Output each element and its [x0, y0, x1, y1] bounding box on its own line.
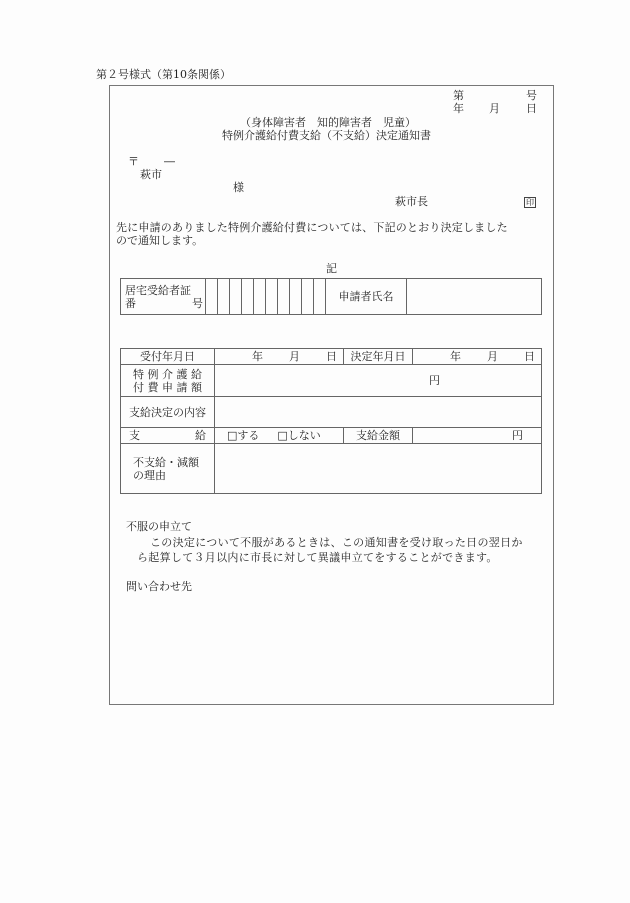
requested-amount-field[interactable]: 円 [215, 365, 542, 397]
received-date-field[interactable]: 年 月 日 [215, 349, 344, 365]
reason-field[interactable] [215, 444, 542, 494]
appeal-heading: 不服の申立て [126, 520, 192, 533]
cert-digit-box[interactable] [314, 279, 326, 315]
decision-table [120, 348, 542, 494]
decided-date-label: 決定年月日 [344, 349, 413, 365]
appeal-text-line1: この決定について不服があるときは、この通知書を受け取った日の翌日か [150, 536, 523, 549]
cert-digit-box[interactable] [254, 279, 266, 315]
cert-digit-box[interactable] [302, 279, 314, 315]
payment-amount-label: 支給金額 [344, 428, 413, 444]
cert-digit-box[interactable] [290, 279, 302, 315]
payment-amount-field[interactable]: 円 [413, 428, 542, 444]
page-title: 特例介護給付費支給（不支給）決定通知書 [222, 129, 431, 142]
postal-mark: 〒 [128, 155, 139, 168]
sender-name: 萩市長 [395, 195, 428, 208]
requested-amount-label: 特 例 介 護 給 付 費 申 請 額 [121, 365, 215, 397]
appeal-text-line2: ら起算して３月以内に市長に対して異議申立てをすることができます。 [137, 551, 498, 564]
cert-digit-box[interactable] [278, 279, 290, 315]
cert-number-label: 居宅受給者証 番 号 [121, 279, 206, 315]
cert-digit-box[interactable] [206, 279, 218, 315]
ki-heading: 記 [326, 262, 337, 275]
intro-text-line1: 先に申請のありました特例介護給付費については、下記のとおり決定しました [116, 221, 508, 234]
number-suffix: 号 [526, 89, 537, 102]
intro-text-line2: ので通知します。 [116, 234, 204, 247]
checkbox-pay-yes[interactable]: □する [227, 429, 260, 442]
recipient-city: 萩市 [140, 168, 162, 181]
received-date-label: 受付年月日 [121, 349, 215, 365]
date-day: 日 [526, 102, 537, 115]
seal-icon: 印 [526, 198, 534, 207]
cert-digit-box[interactable] [218, 279, 230, 315]
cert-digit-box[interactable] [266, 279, 278, 315]
applicant-name-field[interactable] [407, 279, 542, 315]
cert-digit-box[interactable] [230, 279, 242, 315]
payment-label: 支 給 [121, 428, 215, 444]
reason-label: 不支給・減額 の理由 [121, 444, 215, 494]
decision-content-field[interactable] [215, 397, 542, 428]
postal-dash: ― [164, 155, 175, 168]
number-prefix: 第 [453, 89, 464, 102]
title-categories: （身体障害者 知的障害者 児童） [240, 116, 416, 129]
payment-options [215, 428, 344, 444]
recipient-honorific: 様 [233, 181, 244, 194]
checkbox-pay-no[interactable]: □しない [277, 429, 321, 442]
decision-content-label: 支給決定の内容 [121, 397, 215, 428]
decided-date-field[interactable]: 年 月 日 [413, 349, 542, 365]
applicant-name-label: 申請者氏名 [326, 279, 407, 315]
date-year: 年 [453, 102, 464, 115]
cert-digit-box[interactable] [242, 279, 254, 315]
certificate-table [120, 278, 542, 315]
form-label: 第２号様式（第10条関係） [96, 68, 231, 81]
contact-label: 問い合わせ先 [126, 580, 192, 593]
date-month: 月 [489, 102, 500, 115]
